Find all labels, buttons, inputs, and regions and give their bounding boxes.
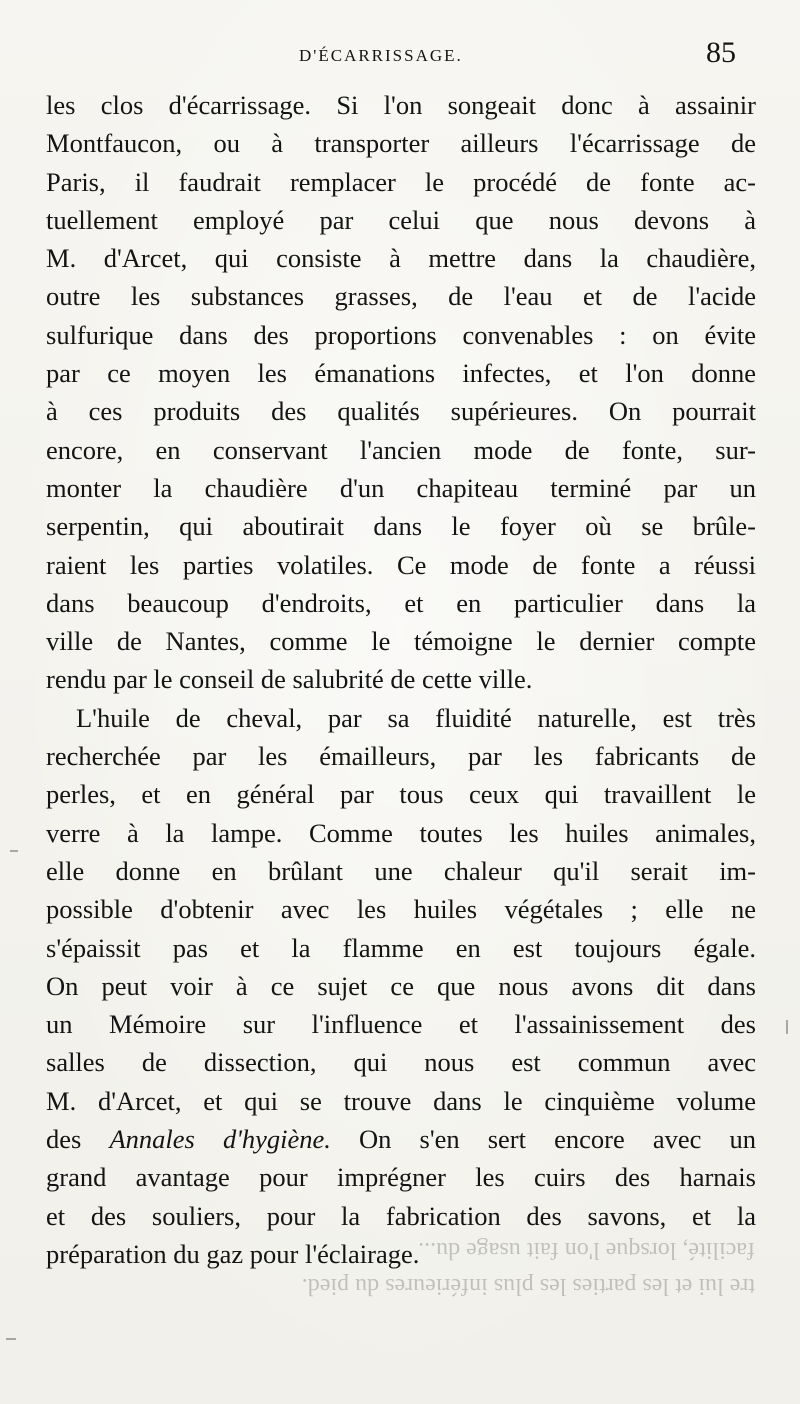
text-line: ville de Nantes, comme le témoigne le dernier compte bbox=[46, 626, 756, 657]
page-header bbox=[0, 36, 800, 76]
text-line: les clos d'écarrissage. Si l'on songeait donc à assainir bbox=[46, 90, 756, 120]
text-line: monter la chaudière d'un chapiteau terminé par un bbox=[46, 472, 756, 503]
text-line: Paris, il faudrait remplacer le procédé de fonte ac- bbox=[46, 166, 756, 197]
text-segment: des bbox=[46, 1124, 110, 1155]
italic-title: Annales d'hygiène. bbox=[109, 1124, 331, 1155]
text-line: perles, et en général par tous ceux qui travaillent le bbox=[46, 779, 756, 810]
text-line: recherchée par les émailleurs, par les fabricants de bbox=[46, 741, 756, 772]
running-head: D'ÉCARRISSAGE. bbox=[299, 46, 463, 65]
text-line: M. d'Arcet, et qui se trouve dans le cinquième volume bbox=[46, 1085, 756, 1116]
text-line: possible d'obtenir avec les huiles végétales ; elle ne bbox=[46, 894, 756, 925]
text-line: verre à la lampe. Comme toutes les huiles animales, bbox=[46, 817, 756, 848]
text-line: M. d'Arcet, qui consiste à mettre dans la chaudière, bbox=[46, 243, 756, 274]
bleed-through-line: facilité, lorsque l'on fait usage du... bbox=[418, 1237, 755, 1263]
paragraph-start-line: L'huile de cheval, par sa fluidité naturelle, est très bbox=[76, 702, 756, 733]
text-line: salles de dissection, qui nous est commun avec bbox=[46, 1047, 756, 1078]
text-line: un Mémoire sur l'influence et l'assainissement des bbox=[46, 1009, 756, 1040]
page-number: 85 bbox=[706, 36, 736, 69]
paragraph-end-line: rendu par le conseil de salubrité de cette ville. bbox=[46, 664, 533, 695]
margin-mark bbox=[10, 850, 18, 852]
text-line: tuellement employé par celui que nous devons à bbox=[46, 204, 756, 235]
text-line: grand avantage pour imprégner les cuirs des harnais bbox=[46, 1162, 756, 1193]
text-line: outre les substances grasses, de l'eau et de l'acide bbox=[46, 281, 756, 312]
bleed-through-line: tre lui et les parties les plus inférieures du pied. bbox=[301, 1273, 755, 1299]
text-line: encore, en conservant l'ancien mode de fonte, sur- bbox=[46, 434, 756, 465]
text-line: par ce moyen les émanations infectes, et l'on donne bbox=[46, 358, 756, 389]
text-line: et des souliers, pour la fabrication des savons, et la bbox=[46, 1200, 756, 1231]
margin-mark bbox=[6, 1338, 16, 1340]
text-line: elle donne en brûlant une chaleur qu'il serait im- bbox=[46, 855, 756, 886]
text-line: raient les parties volatiles. Ce mode de fonte a réussi bbox=[46, 549, 756, 580]
text-segment: On s'en sert encore avec un bbox=[330, 1124, 756, 1155]
paragraph-end-line: préparation du gaz pour l'éclairage. bbox=[46, 1238, 420, 1269]
margin-mark bbox=[786, 1020, 788, 1034]
bleed-through-text bbox=[115, 1232, 755, 1304]
text-line: dans beaucoup d'endroits, et en particulier dans la bbox=[46, 587, 756, 618]
text-line: serpentin, qui aboutirait dans le foyer où se brûle- bbox=[46, 511, 756, 542]
text-line: On peut voir à ce sujet ce que nous avons dit dans bbox=[46, 970, 756, 1001]
text-line: à ces produits des qualités supérieures. On pourrait bbox=[46, 396, 756, 427]
text-line: sulfurique dans des proportions convenables : on évite bbox=[46, 319, 756, 350]
text-line: s'épaissit pas et la flamme en est toujours égale. bbox=[46, 932, 756, 963]
text-line-with-italic-title bbox=[46, 1120, 756, 1158]
body-text bbox=[46, 86, 756, 1273]
text-line: Montfaucon, ou à transporter ailleurs l'écarrissage de bbox=[46, 128, 756, 159]
